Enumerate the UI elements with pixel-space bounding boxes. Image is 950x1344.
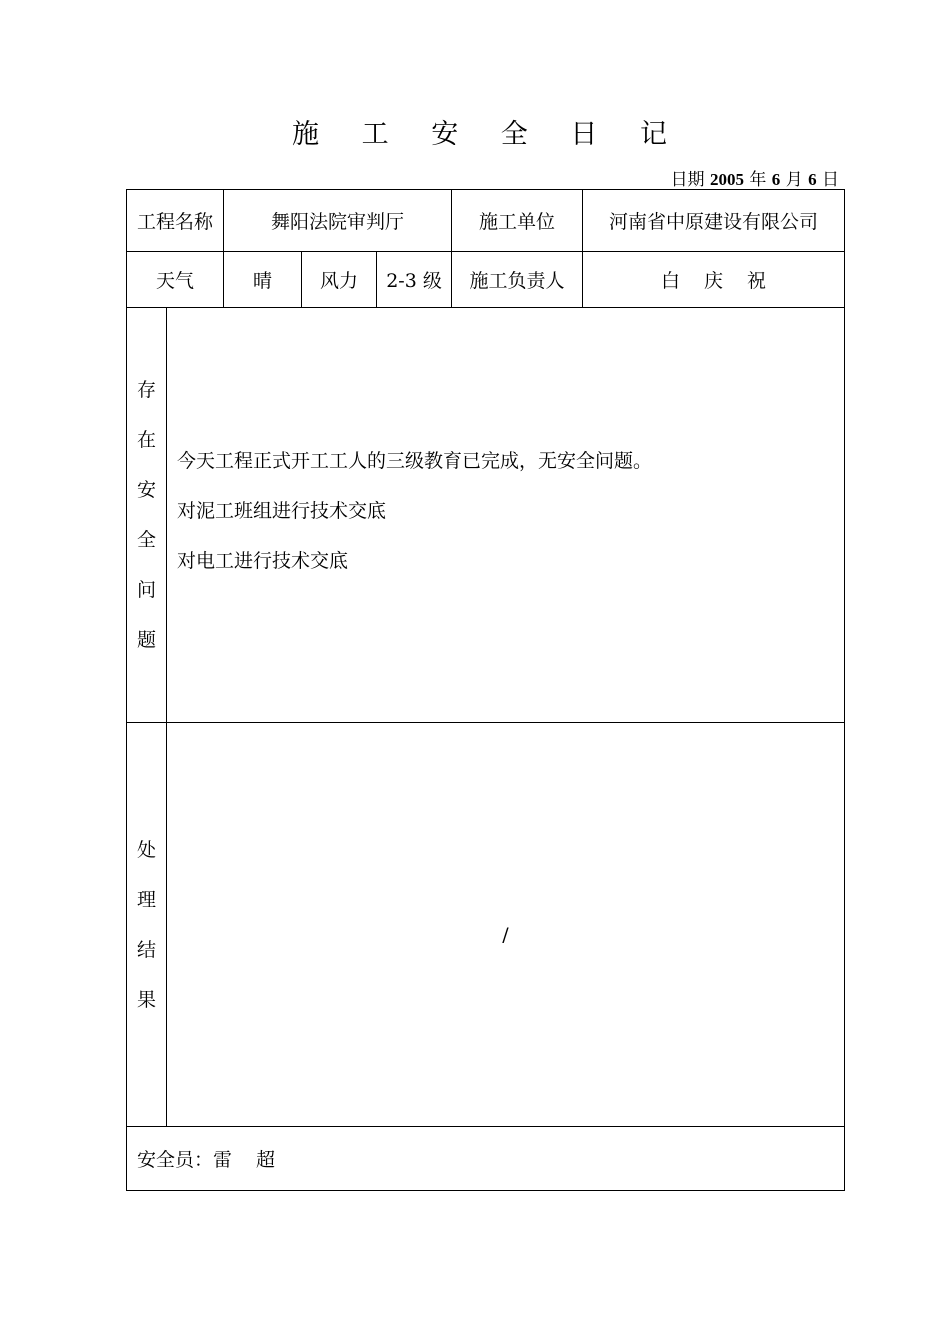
wind-label: 风力 xyxy=(302,252,377,308)
weather-label: 天气 xyxy=(127,252,224,308)
result-content: / xyxy=(167,723,845,1127)
construction-unit-label: 施工单位 xyxy=(452,190,583,252)
manager-value: 白 庆 祝 xyxy=(583,252,845,308)
safety-officer-cell xyxy=(127,1127,845,1191)
issues-label-char: 全 xyxy=(136,529,156,551)
date-month-unit: 月 xyxy=(785,170,803,190)
issues-label-char: 问 xyxy=(136,579,156,601)
project-name-value: 舞阳法院审判厅 xyxy=(224,190,452,252)
issues-row xyxy=(127,308,845,723)
wind-value: 2-3 级 xyxy=(377,252,452,308)
safety-officer-name: 雷 超 xyxy=(213,1149,276,1171)
result-label-char: 处 xyxy=(136,838,156,861)
manager-label: 施工负责人 xyxy=(452,252,583,308)
issues-label xyxy=(127,308,167,723)
result-label-char: 果 xyxy=(136,988,156,1011)
result-label xyxy=(127,723,167,1127)
result-row xyxy=(127,723,845,1127)
issue-line: 对泥工班组进行技术交底 xyxy=(177,500,387,522)
project-name-label: 工程名称 xyxy=(127,190,224,252)
date-line xyxy=(671,165,839,190)
weather-value: 晴 xyxy=(224,252,302,308)
issue-line: 今天工程正式开工工人的三级教育已完成，无安全问题。 xyxy=(177,450,653,472)
project-row xyxy=(127,190,845,252)
issues-label-char: 在 xyxy=(136,429,156,451)
issues-label-char: 存 xyxy=(136,379,156,401)
safety-diary-table xyxy=(126,189,845,1191)
date-year-unit: 年 xyxy=(749,170,767,190)
footer-row xyxy=(127,1127,845,1191)
issues-label-char: 安 xyxy=(136,479,156,501)
result-label-char: 结 xyxy=(136,938,156,961)
safety-officer-label: 安全员： xyxy=(137,1149,214,1171)
date-year: 2005 xyxy=(709,170,744,189)
result-label-char: 理 xyxy=(136,888,156,911)
issues-label-char: 题 xyxy=(136,629,156,651)
date-day: 6 xyxy=(808,170,817,189)
construction-unit-value: 河南省中原建设有限公司 xyxy=(583,190,845,252)
issues-content xyxy=(167,308,845,723)
issue-line: 对电工进行技术交底 xyxy=(177,550,349,572)
weather-row xyxy=(127,252,845,308)
date-day-unit: 日 xyxy=(822,170,839,190)
page-title: 施 工 安 全 日 记 xyxy=(292,119,684,150)
date-prefix: 日期 xyxy=(670,170,705,190)
date-month: 6 xyxy=(771,170,781,189)
